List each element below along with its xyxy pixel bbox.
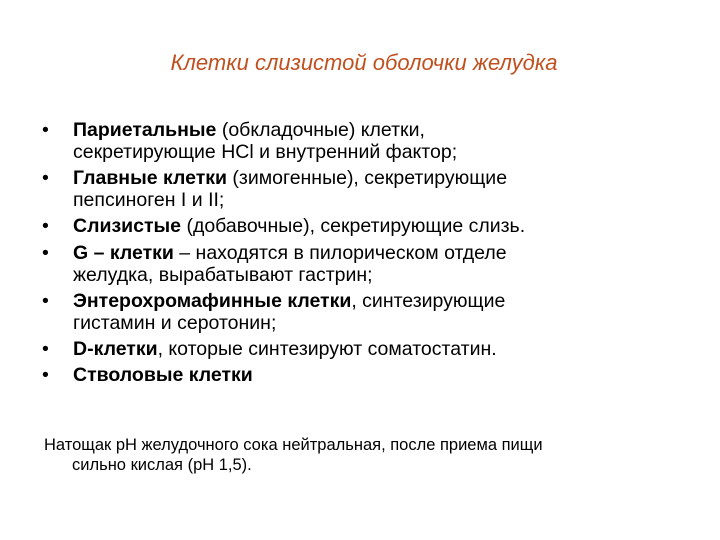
term-bold: Энтерохромафинные клетки [73,289,352,312]
term-bold: D-клетки [73,337,158,360]
term-description-continued: гистамин и серотонин; [73,311,277,334]
list-item-d-cells [42,338,682,360]
term-bold: Стволовые клетки [73,364,253,387]
term-bold: Главные клетки [73,167,228,190]
term-description: (зимогенные), секретирующие [227,167,508,190]
term-description: – находятся в пилорическом отделе [173,241,507,264]
slide-title: Клетки слизистой оболочки желудка [170,49,558,75]
term-description-continued: желудка, вырабатывают гастрин; [73,263,373,286]
bullet-icon: • [42,364,49,387]
term-description: , синтезирующие [351,289,506,312]
bullet-icon: • [42,215,49,238]
list-item-stem [42,364,682,386]
term-description-continued: пепсиноген I и II; [73,189,225,212]
term-description: (обкладочные) клетки, [216,119,425,141]
bullet-icon: • [42,289,49,312]
term-bold: Париетальные [73,119,217,141]
bullet-icon: • [42,167,49,190]
term-bold: G – клетки [73,241,174,264]
list-item-enterochromaffin [42,290,682,334]
list-item-parietal [42,119,682,163]
term-bold: Слизистые [73,215,182,238]
cell-types-list [42,119,682,390]
footnote-line-continued: сильно кислая (pH 1,5). [72,456,252,474]
bullet-icon: • [42,241,49,264]
list-item-g-cells [42,242,682,286]
term-description: (добавочные), секретирующие слизь. [181,215,526,238]
term-description: , которые синтезируют соматостатин. [157,337,497,360]
term-description-continued: секретирующие HCl и внутренний фактор; [73,141,458,163]
list-item-mucous [42,215,682,237]
footnote-line: Натощак pH желудочного сока нейтральная, после приема пищи [44,436,543,454]
list-item-chief [42,167,682,211]
bullet-icon: • [42,337,49,360]
footnote-ph [44,435,684,475]
bullet-icon: • [42,119,49,141]
